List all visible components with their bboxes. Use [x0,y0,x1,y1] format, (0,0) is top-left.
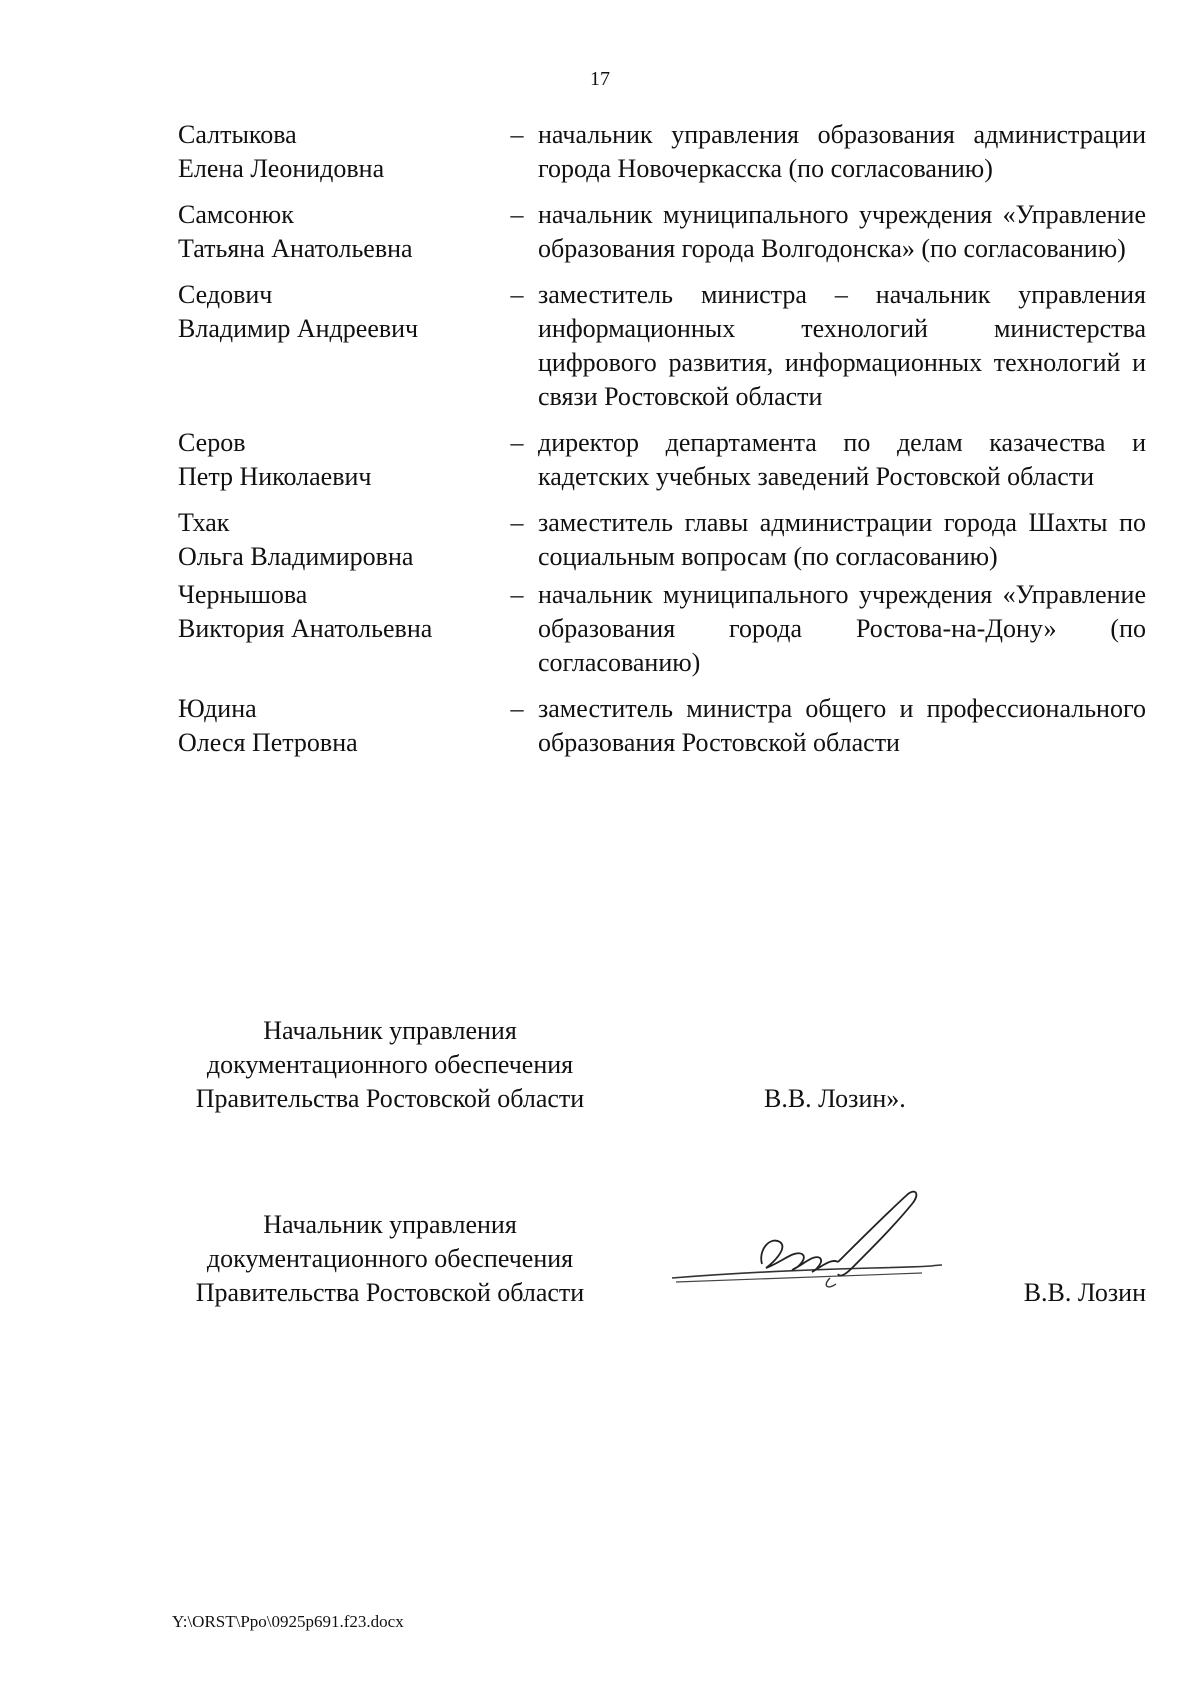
member-entry [178,278,1146,414]
member-position: директор департамента по делам казачества и кадетских учебных заведений Ростовской области [538,428,1146,491]
dash-separator: – [510,200,524,229]
member-given-name: Ольга Владимировна [178,542,414,571]
member-name [178,506,498,574]
member-name [178,278,498,346]
signatory-name: В.В. Лозин». [764,1084,906,1113]
member-surname: Самсонюк [178,200,294,229]
member-surname: Серов [178,428,246,457]
dash-separator: – [510,280,524,309]
member-position: заместитель министра общего и профессионального образования Ростовской области [538,694,1146,757]
member-surname: Седович [178,280,273,309]
member-given-name: Олеся Петровна [178,728,358,757]
signatory-title-line: Правительства Ростовской области [195,1084,585,1113]
dash-separator: – [510,580,524,609]
dash-separator: – [510,120,524,149]
member-name [178,426,498,494]
signatory-title-line: Начальник управления [263,1210,517,1239]
member-entry [178,198,1146,266]
member-entry [178,578,1146,680]
member-position: начальник муниципального учреждения «Управление образования города Ростова-на-Дону» (по согласованию) [538,580,1146,677]
dash-separator: – [510,428,524,457]
member-entry [178,692,1146,760]
member-given-name: Виктория Анатольевна [178,614,433,643]
member-entry [178,426,1146,494]
signatory-title-line: документационного обеспечения [206,1050,574,1079]
member-position: заместитель министра – начальник управления информационных технологий министерства цифрового развития, информационных технологий и связи Ростовской области [538,280,1146,411]
page-number: 17 [590,68,610,90]
signatory-title-line: документационного обеспечения [206,1244,574,1273]
signoff-block-quoted [0,1014,1200,1134]
signatory-name: В.В. Лозин [1023,1278,1146,1307]
member-name [178,578,498,646]
member-position: начальник управления образования администрации города Новочеркасска (по согласованию) [538,120,1146,183]
member-given-name: Петр Николаевич [178,462,372,491]
signoff-block-final [0,1208,1200,1328]
member-position: начальник муниципального учреждения «Управление образования города Волгодонска» (по согласованию) [538,200,1146,263]
member-position: заместитель главы администрации города Шахты по социальным вопросам (по согласованию) [538,508,1146,571]
member-given-name: Владимир Андреевич [178,314,419,343]
member-entry [178,118,1146,186]
signatory-title-line: Правительства Ростовской области [195,1278,585,1307]
member-given-name: Татьяна Анатольевна [178,234,413,263]
file-path-footer: Y:\ORST\Ppo\0925p691.f23.docx [172,1612,404,1631]
member-given-name: Елена Леонидовна [178,154,385,183]
handwritten-signature [662,1178,952,1308]
signatory-title [170,1208,610,1310]
member-entry [178,506,1146,574]
member-name [178,198,498,266]
member-surname: Тхак [178,508,230,537]
committee-member-list [178,118,1146,772]
dash-separator: – [510,694,524,723]
signatory-title [170,1014,610,1116]
signatory-title-line: Начальник управления [263,1016,517,1045]
member-surname: Салтыкова [178,120,297,149]
member-name [178,692,498,760]
member-surname: Чернышова [178,580,308,609]
member-name [178,118,498,186]
dash-separator: – [510,508,524,537]
member-surname: Юдина [178,694,257,723]
